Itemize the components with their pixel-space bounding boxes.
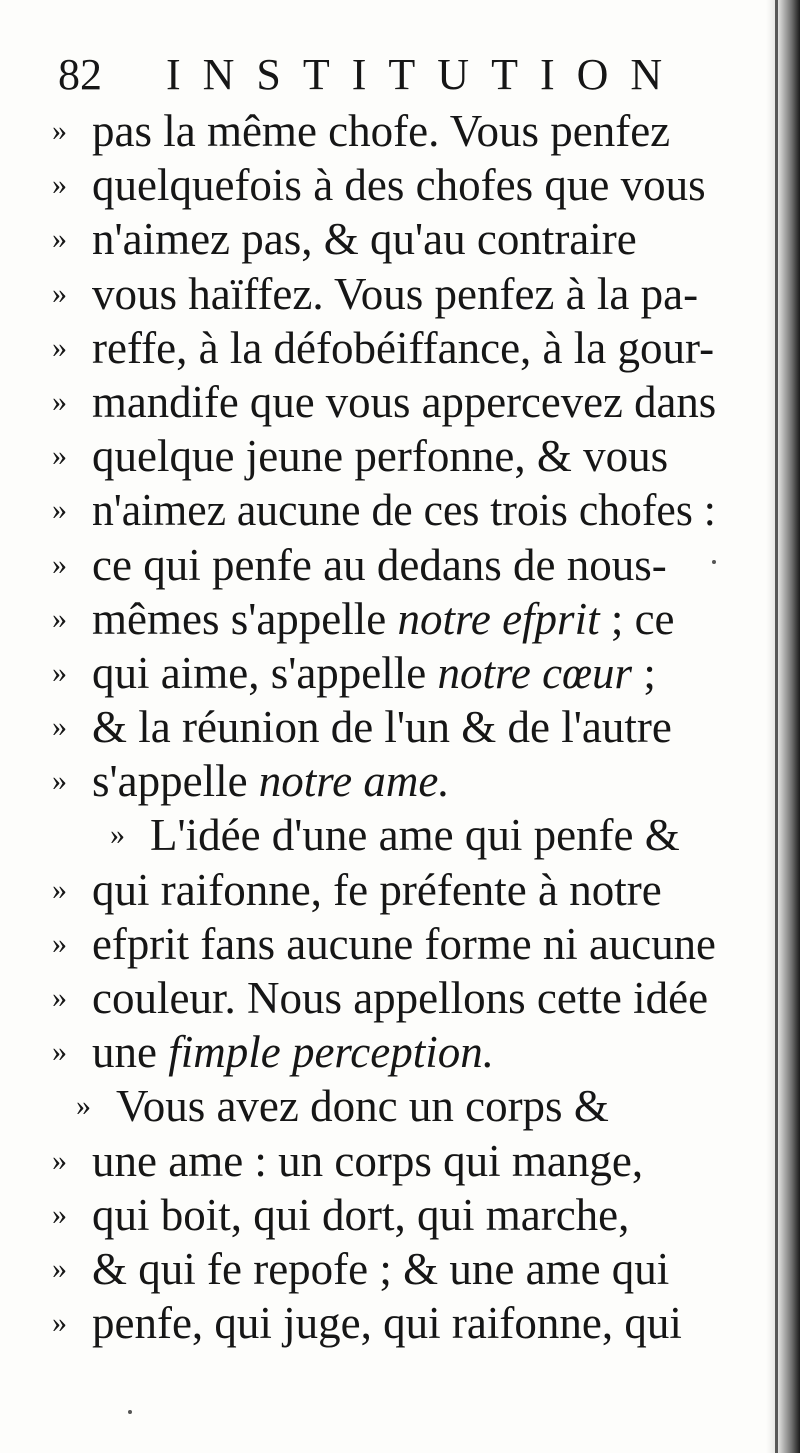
quote-mark: »	[52, 547, 67, 581]
quote-mark: »	[52, 1197, 67, 1231]
text-line	[52, 917, 722, 971]
text-line	[52, 104, 722, 158]
quote-mark: »	[52, 1035, 67, 1069]
line-text-roman: une	[92, 1027, 169, 1078]
line-text-italic: notre ame.	[258, 756, 450, 807]
line-text	[92, 1025, 494, 1079]
quote-mark: »	[52, 872, 67, 906]
text-line	[52, 1296, 722, 1350]
line-text: efprit fans aucune forme ni aucune	[92, 918, 716, 969]
line-text	[92, 646, 656, 700]
quote-mark: »	[52, 276, 67, 310]
quote-mark: »	[76, 1089, 91, 1123]
quote-mark: »	[52, 330, 67, 364]
line-text: penfe, qui juge, qui raifonne, qui	[92, 1298, 682, 1349]
quote-mark: »	[52, 655, 67, 689]
quote-mark: »	[52, 764, 67, 798]
text-line	[52, 1025, 722, 1079]
line-text	[92, 592, 675, 646]
line-text-roman: mêmes s'appelle	[92, 593, 398, 644]
page-edge-shadow	[766, 0, 800, 1453]
line-text-roman: ; ce	[599, 593, 675, 644]
text-line	[52, 592, 722, 646]
line-text	[92, 754, 450, 808]
text-line	[52, 646, 722, 700]
line-text: une ame : un corps qui mange,	[92, 1135, 644, 1186]
line-text: n'aimez aucune de ces trois chofes :	[92, 485, 716, 536]
line-text-italic: notre cœur	[437, 647, 633, 698]
line-text: ce qui penfe au dedans de nous-	[92, 539, 667, 590]
line-text: vous haïffez. Vous penfez à la pa-	[92, 268, 699, 319]
text-line	[52, 1079, 722, 1133]
quote-mark: »	[52, 168, 67, 202]
quote-mark: »	[52, 710, 67, 744]
quote-mark: »	[52, 1306, 67, 1340]
quote-mark: »	[52, 114, 67, 147]
line-text-roman: qui aime, s'appelle	[92, 647, 438, 698]
line-text: mandife que vous appercevez dans	[92, 376, 717, 427]
text-line	[52, 375, 722, 429]
text-line	[52, 971, 722, 1025]
text-line	[52, 863, 722, 917]
text-line	[52, 321, 722, 375]
text-line	[52, 700, 722, 754]
quote-mark: »	[52, 601, 67, 635]
line-text-italic: notre efprit	[397, 593, 600, 644]
line-text: qui raifonne, fe préfente à notre	[92, 864, 662, 915]
text-line	[52, 483, 722, 537]
page-number: 82	[58, 50, 102, 99]
quote-mark: »	[52, 1251, 67, 1285]
line-text: & qui fe repofe ; & une ame qui	[92, 1243, 670, 1294]
text-line	[52, 267, 722, 321]
line-text-italic: fimple perception.	[168, 1027, 494, 1078]
quote-mark: »	[52, 981, 67, 1014]
text-line	[52, 808, 722, 862]
text-line	[52, 754, 722, 808]
line-text: & la réunion de l'un & de l'autre	[92, 702, 672, 753]
text-line	[52, 1134, 722, 1188]
page-edge-line	[775, 0, 778, 1453]
quote-mark: »	[52, 222, 67, 256]
running-head: INSTITUTION	[166, 50, 685, 99]
text-line	[52, 1188, 722, 1242]
quote-mark: »	[52, 493, 67, 527]
quote-mark: »	[52, 926, 67, 960]
line-text: reffe, à la défobéiffance, à la gour-	[92, 322, 715, 373]
line-text-roman: s'appelle	[92, 756, 259, 807]
line-text: pas la même chofe. Vous penfez	[92, 106, 671, 156]
text-line	[52, 429, 722, 483]
text-line	[52, 538, 722, 592]
text-block	[52, 104, 722, 1350]
line-text: couleur. Nous appellons cette idée	[92, 973, 709, 1023]
text-line	[52, 1242, 722, 1296]
page-header	[58, 40, 738, 110]
text-line	[52, 158, 722, 212]
line-text-roman: ;	[632, 647, 656, 698]
line-text: n'aimez pas, & qu'au contraire	[92, 214, 637, 265]
quote-mark: »	[110, 818, 125, 852]
line-text: L'idée d'une ame qui penfe &	[150, 810, 680, 861]
line-text: Vous avez donc un corps &	[116, 1081, 609, 1132]
line-text: qui boit, qui dort, qui marche,	[92, 1189, 630, 1240]
quote-mark: »	[52, 439, 67, 473]
ink-speck	[712, 560, 716, 564]
line-text: quelque jeune perfonne, & vous	[92, 431, 669, 482]
ink-speck	[128, 1410, 132, 1414]
quote-mark: »	[52, 384, 67, 418]
quote-mark: »	[52, 1143, 67, 1177]
line-text: quelquefois à des chofes que vous	[92, 160, 706, 211]
text-line	[52, 212, 722, 266]
